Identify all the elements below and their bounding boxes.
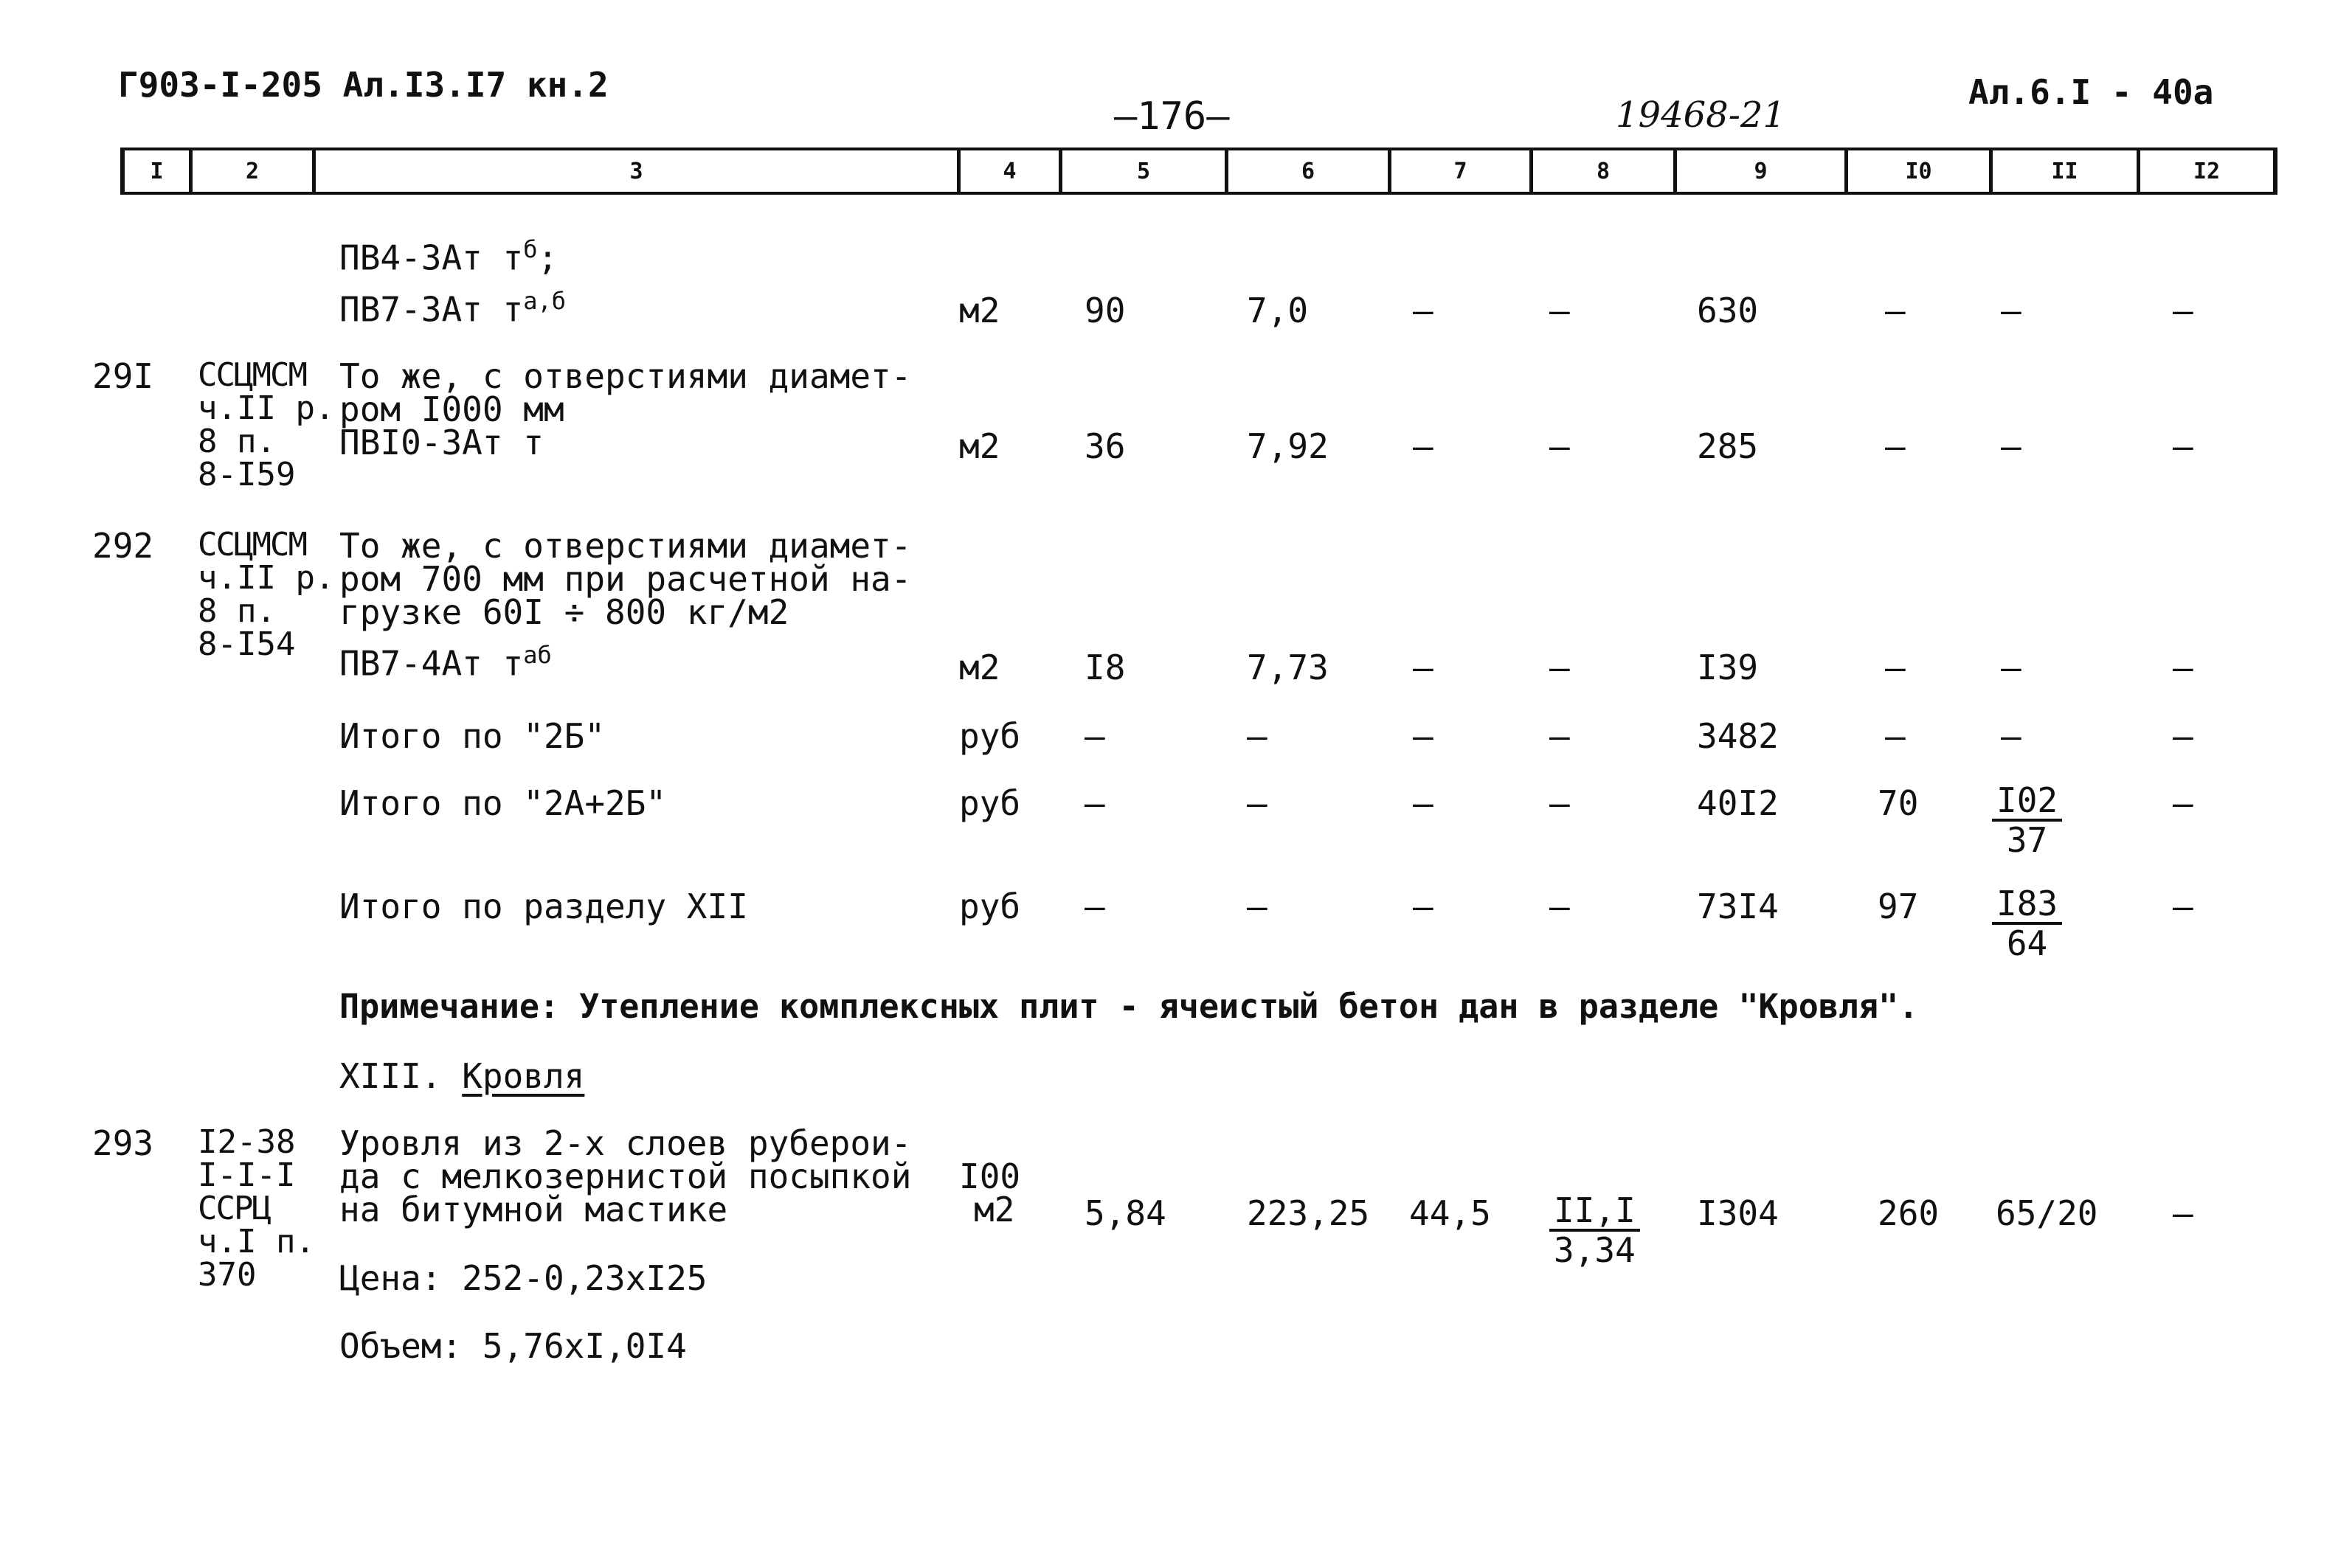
rate-code-line: 8 п. xyxy=(198,592,276,630)
column-header: 5 xyxy=(1062,150,1228,192)
unit-multiplier: I00 xyxy=(959,1156,1021,1196)
section-heading xyxy=(339,1056,585,1096)
column-header: 9 xyxy=(1677,150,1848,192)
item-description-line: ПВ7-3Ат $т^{а,б}$ xyxy=(339,287,567,330)
column-11-fraction xyxy=(1992,884,2062,963)
column-11-fraction xyxy=(1992,780,2062,860)
column-8-cell: – xyxy=(1549,648,1570,687)
column-header: II xyxy=(1993,150,2140,192)
unit-cell: м2 xyxy=(959,648,1000,687)
item-description-line: ПВ4-3Ат $т^б$; xyxy=(339,235,558,278)
rate-code-line: I-I-I xyxy=(198,1156,296,1194)
quantity-cell: 90 xyxy=(1085,291,1126,330)
item-description-line: ПВ7-4Ат $т^{аб}$ xyxy=(339,641,552,684)
quantity-cell: I8 xyxy=(1085,648,1126,687)
column-7-cell: – xyxy=(1413,291,1433,330)
total-cost-cell: 285 xyxy=(1697,426,1759,466)
item-description-line: да с мелкозернистой посыпкой xyxy=(339,1156,912,1196)
column-12-cell: – xyxy=(2173,1193,2193,1233)
column-10-cell: 97 xyxy=(1878,887,1919,926)
rate-code-line: ч.II р. xyxy=(198,559,335,597)
row-number: 292 xyxy=(92,526,154,566)
quantity-cell: – xyxy=(1085,887,1105,926)
column-8-fraction xyxy=(1549,1190,1640,1270)
unit-price-cell: 7,73 xyxy=(1247,648,1329,687)
quantity-cell: 5,84 xyxy=(1085,1193,1166,1233)
section-total-label: Итого по разделу ХII xyxy=(339,887,748,926)
price-calculation: Цена: 252-0,23хI25 xyxy=(339,1258,708,1298)
total-cost-cell: 630 xyxy=(1697,291,1759,330)
unit-cell: м2 xyxy=(959,291,1000,330)
rate-code-line: 8-I59 xyxy=(198,456,296,493)
rate-code-line: ССРЦ xyxy=(198,1190,270,1227)
row-number: 293 xyxy=(92,1123,154,1163)
column-12-cell: – xyxy=(2173,887,2193,926)
column-10-cell: – xyxy=(1885,291,1906,330)
fraction-denominator: 3,34 xyxy=(1554,1230,1636,1270)
unit-cell: м2 xyxy=(974,1190,1015,1229)
unit-cell: руб xyxy=(959,716,1021,756)
fraction-denominator: 64 xyxy=(2006,923,2048,963)
fraction-denominator: 37 xyxy=(2006,820,2048,860)
column-10-cell: – xyxy=(1885,648,1906,687)
column-header: 2 xyxy=(193,150,316,192)
subtotal-label: Итого по "2А+2Б" xyxy=(339,783,667,823)
volume-calculation: Объем: 5,76хI,0I4 xyxy=(339,1326,687,1366)
rate-code-line: 8-I54 xyxy=(198,625,296,663)
rate-code-line: 8 п. xyxy=(198,423,276,460)
item-description-line: ром I000 мм xyxy=(339,389,564,429)
section-number: ХIII. xyxy=(339,1056,442,1096)
item-description-line: То же, с отверстиями диамет- xyxy=(339,356,912,396)
column-7-cell: – xyxy=(1413,887,1433,926)
total-cost-cell: I39 xyxy=(1697,648,1759,687)
column-7-cell: – xyxy=(1413,426,1433,466)
item-description-line: ПВI0-3Ат т xyxy=(339,423,544,462)
column-header-row xyxy=(120,148,2277,195)
column-11-cell: – xyxy=(2001,716,2021,756)
unit-cell: руб xyxy=(959,783,1021,823)
rate-code-line: ССЦМСМ xyxy=(198,526,306,563)
column-10-cell: – xyxy=(1885,426,1906,466)
column-header: I xyxy=(125,150,193,192)
item-description-line: на битумной мастике xyxy=(339,1190,728,1229)
column-header: I0 xyxy=(1848,150,1993,192)
subtotal-label: Итого по "2Б" xyxy=(339,716,606,756)
column-8-cell: – xyxy=(1549,887,1570,926)
column-7-cell: 44,5 xyxy=(1409,1193,1491,1233)
column-8-cell: – xyxy=(1549,291,1570,330)
total-cost-cell: I304 xyxy=(1697,1193,1779,1233)
column-header: 4 xyxy=(961,150,1062,192)
page-number: —176— xyxy=(1114,94,1230,139)
column-8-cell: – xyxy=(1549,716,1570,756)
quantity-cell: – xyxy=(1085,716,1105,756)
item-description-line: грузке 60I ÷ 800 кг/м2 xyxy=(339,592,789,632)
item-description-line: ром 700 мм при расчетной на- xyxy=(339,559,912,599)
column-7-cell: – xyxy=(1413,783,1433,823)
quantity-cell: – xyxy=(1085,783,1105,823)
column-12-cell: – xyxy=(2173,783,2193,823)
column-8-cell: – xyxy=(1549,783,1570,823)
column-8-cell: – xyxy=(1549,426,1570,466)
unit-price-cell: – xyxy=(1247,716,1267,756)
column-7-cell: – xyxy=(1413,648,1433,687)
rate-code-line: I2-38 xyxy=(198,1123,296,1161)
unit-cell: м2 xyxy=(959,426,1000,466)
fraction-numerator: II,I xyxy=(1549,1193,1640,1232)
total-cost-cell: 3482 xyxy=(1697,716,1779,756)
column-10-cell: – xyxy=(1885,716,1906,756)
fraction-numerator: I02 xyxy=(1992,783,2062,822)
column-header: 8 xyxy=(1533,150,1677,192)
unit-cell: руб xyxy=(959,887,1021,926)
column-11-cell: – xyxy=(2001,291,2021,330)
handwritten-number: 19468-21 xyxy=(1616,94,1785,136)
unit-price-cell: 223,25 xyxy=(1247,1193,1370,1233)
column-header: 7 xyxy=(1391,150,1533,192)
column-12-cell: – xyxy=(2173,426,2193,466)
column-header: I2 xyxy=(2193,158,2221,184)
total-cost-cell: 73I4 xyxy=(1697,887,1779,926)
item-description-line: То же, с отверстиями диамет- xyxy=(339,526,912,566)
column-header: 3 xyxy=(316,150,961,192)
note-text: Примечание: Утепление комплексных плит - ячеистый бетон дан в разделе "Кровля". xyxy=(339,987,1919,1026)
quantity-cell: 36 xyxy=(1085,426,1126,466)
unit-price-cell: 7,0 xyxy=(1247,291,1309,330)
column-12-cell: – xyxy=(2173,291,2193,330)
row-number: 29I xyxy=(92,356,154,396)
unit-price-cell: 7,92 xyxy=(1247,426,1329,466)
fraction-numerator: I83 xyxy=(1992,887,2062,925)
total-cost-cell: 40I2 xyxy=(1697,783,1779,823)
column-10-cell: 260 xyxy=(1878,1193,1940,1233)
rate-code-line: ССЦМСМ xyxy=(198,356,306,394)
column-header: 6 xyxy=(1228,150,1391,192)
column-11-cell: – xyxy=(2001,648,2021,687)
sheet-reference: Ал.6.I - 40а xyxy=(1968,72,2214,112)
document-code: Г903-I-205 Ал.I3.I7 кн.2 xyxy=(118,65,609,105)
unit-price-cell: – xyxy=(1247,783,1267,823)
rate-code-line: ч.II р. xyxy=(198,389,335,427)
unit-price-cell: – xyxy=(1247,887,1267,926)
rate-code-line: ч.I п. xyxy=(198,1223,315,1260)
column-12-cell: – xyxy=(2173,716,2193,756)
column-11-cell: – xyxy=(2001,426,2021,466)
column-12-cell: – xyxy=(2173,648,2193,687)
item-description-line: Уровля из 2-х слоев руберои- xyxy=(339,1123,912,1163)
column-7-cell: – xyxy=(1413,716,1433,756)
section-title: Кровля xyxy=(462,1056,585,1096)
column-10-cell: 70 xyxy=(1878,783,1919,823)
column-11-cell: 65/20 xyxy=(1996,1193,2098,1233)
rate-code-line: 370 xyxy=(198,1256,257,1294)
